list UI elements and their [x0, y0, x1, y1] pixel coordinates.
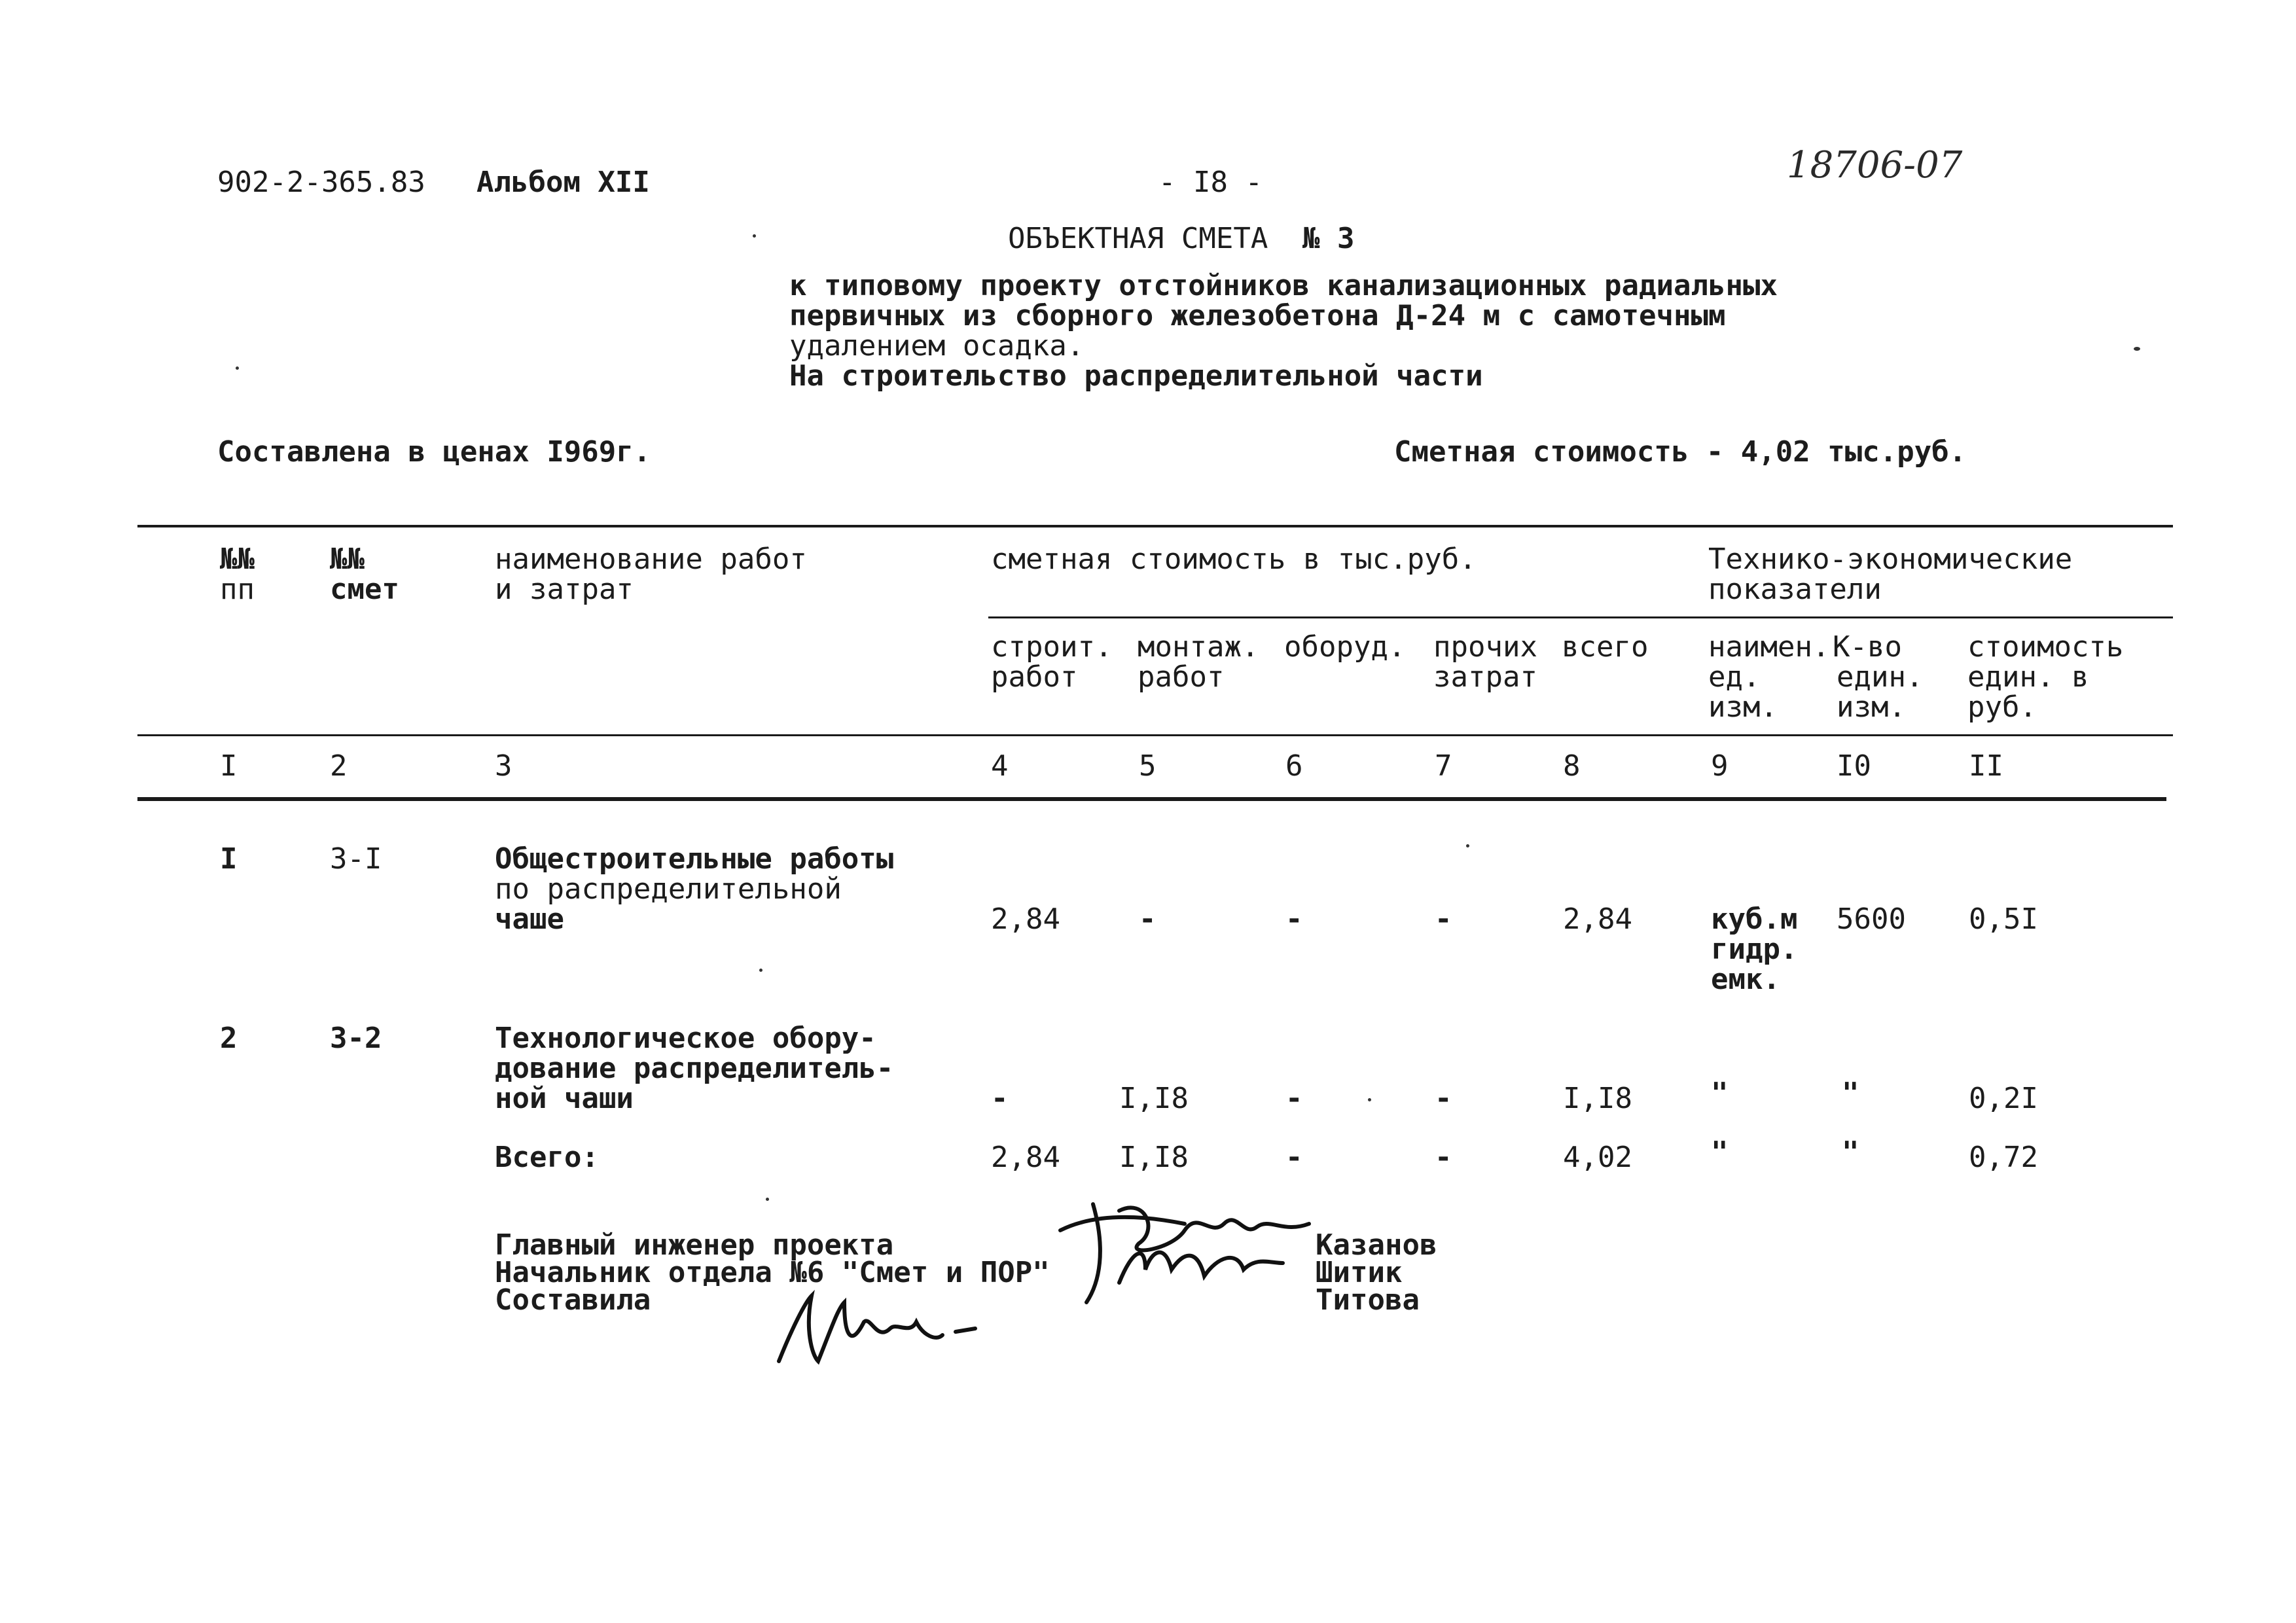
cost-group-header: сметная стоимость в тыс.руб. [991, 543, 1477, 576]
equipment-cost: - [1285, 1082, 1303, 1115]
unit-ditto: " [1711, 1135, 1729, 1169]
column-number: 4 [991, 749, 1009, 783]
unit-ditto: " [1711, 1077, 1729, 1110]
item-name-line: Технологическое обору- [495, 1022, 876, 1055]
estimated-cost: Сметная стоимость - 4,02 тыс.руб. [1394, 435, 1967, 469]
unit-cost: 0,72 [1969, 1141, 2038, 1174]
column-number: I [220, 749, 238, 783]
compiler-signature [766, 1276, 988, 1374]
col2-header-line-2: смет [330, 573, 399, 606]
column-numbers-rule [137, 797, 2166, 801]
title-line-2: первичных из сборного железобетона Д-24 м с самотечным [789, 299, 1726, 332]
column-number: I0 [1837, 749, 1871, 783]
signatory-role: Составила [495, 1283, 651, 1317]
album-label: Альбом XII [476, 166, 650, 199]
quantity-ditto: " [1842, 1135, 1859, 1169]
unit-cost: 0,2I [1969, 1082, 2038, 1115]
col11-header-line-2: един. в [1967, 660, 2089, 694]
signatory-role: Начальник отдела №6 "Смет и ПОР" [495, 1256, 1050, 1289]
item-name-line: чаше [495, 902, 564, 936]
col4-header-line-2: работ [991, 660, 1078, 694]
col7-header-line-2: затрат [1433, 660, 1537, 694]
signatory-role: Главный инженер проекта [495, 1228, 894, 1262]
column-number: 9 [1711, 749, 1729, 783]
document-heading: ОБЪЕКТНАЯ СМЕТА [1008, 222, 1268, 255]
signatory-name: Шитик [1316, 1256, 1403, 1289]
tech-group-header-line-2: показатели [1708, 573, 1882, 606]
col9-header-line-3: изм. [1708, 690, 1778, 724]
col5-header-line-2: работ [1138, 660, 1225, 694]
column-number: II [1969, 749, 2003, 783]
col6-header: оборуд. [1284, 630, 1406, 664]
other-cost: - [1435, 1082, 1452, 1115]
unit-cost: 0,5I [1969, 902, 2038, 936]
estimate-ref: 3-2 [330, 1022, 382, 1055]
column-number: 3 [495, 749, 512, 783]
scan-speck [753, 234, 756, 238]
col3-header-line-1: наименование работ [495, 543, 807, 576]
signatory-name: Титова [1316, 1283, 1420, 1317]
item-name-line: дование распределитель- [495, 1052, 894, 1085]
signatory-name: Казанов [1316, 1228, 1437, 1262]
col7-header-line-1: прочих [1433, 630, 1537, 664]
construction-cost: 2,84 [991, 902, 1060, 936]
unit-line: гидр. [1711, 933, 1798, 966]
title-line-3: удалением осадка. [789, 329, 1085, 363]
col11-header-line-1: стоимость [1967, 630, 2124, 664]
quantity-ditto: " [1842, 1077, 1859, 1110]
chief-engineer-signature [1047, 1171, 1322, 1315]
col1-header-line-1: №№ [220, 543, 255, 576]
handwritten-number: 18706-07 [1787, 144, 1963, 187]
col3-header-line-2: и затрат [495, 573, 634, 606]
title-line-1: к типовому проекту отстойников канализационных радиальных [789, 269, 1778, 302]
other-cost: - [1435, 1141, 1452, 1174]
item-name-line: по распределительной [495, 872, 842, 906]
construction-cost: 2,84 [991, 1141, 1060, 1174]
column-number: 5 [1139, 749, 1157, 783]
col10-header-line-2: един. [1837, 660, 1924, 694]
equipment-cost: - [1285, 1141, 1303, 1174]
row-number: 2 [220, 1022, 238, 1055]
equipment-cost: - [1285, 902, 1303, 936]
col11-header-line-3: руб. [1967, 690, 2037, 724]
col10-header-line-3: изм. [1837, 690, 1906, 724]
page-number: - I8 - [1158, 166, 1263, 199]
row-number: I [220, 842, 238, 876]
total-cost: 4,02 [1563, 1141, 1632, 1174]
scan-speck [2134, 347, 2140, 351]
total-label: Всего: [495, 1141, 599, 1174]
estimate-number: № 3 [1302, 222, 1355, 255]
scan-speck [1466, 844, 1469, 847]
cost-group-rule [988, 616, 2173, 618]
column-number: 8 [1563, 749, 1581, 783]
col10-header-line-1: К-во [1833, 630, 1902, 664]
unit-line: емк. [1711, 963, 1780, 996]
installation-cost: I,I8 [1119, 1141, 1189, 1174]
other-cost: - [1435, 902, 1452, 936]
column-number: 7 [1435, 749, 1452, 783]
title-line-4: На строительство распределительной части [789, 359, 1483, 393]
col2-header-line-1: №№ [330, 543, 365, 576]
column-number: 2 [330, 749, 348, 783]
tech-group-header-line-1: Технико-экономические [1708, 543, 2073, 576]
total-cost: I,I8 [1563, 1082, 1632, 1115]
col8-header: всего [1562, 630, 1649, 664]
col1-header-line-2: пп [220, 573, 255, 606]
col5-header-line-1: монтаж. [1138, 630, 1259, 664]
estimate-ref: 3-I [330, 842, 382, 876]
header-bottom-rule [137, 734, 2173, 736]
col9-header-line-1: наимен. [1708, 630, 1830, 664]
col4-header-line-1: строит. [991, 630, 1113, 664]
quantity: 5600 [1837, 902, 1906, 936]
installation-cost: - [1139, 902, 1157, 936]
construction-cost: - [991, 1082, 1009, 1115]
column-number: 6 [1285, 749, 1303, 783]
table-top-rule [137, 525, 2173, 527]
col9-header-line-2: ед. [1708, 660, 1761, 694]
item-name-line: Общестроительные работы [495, 842, 894, 876]
prices-note: Составлена в ценах I969г. [217, 435, 651, 469]
scan-speck [236, 366, 239, 370]
installation-cost: I,I8 [1119, 1082, 1189, 1115]
total-cost: 2,84 [1563, 902, 1632, 936]
scan-speck [766, 1198, 769, 1201]
item-name-line: ной чаши [495, 1082, 634, 1115]
scan-speck [1368, 1098, 1371, 1101]
unit-line: куб.м [1711, 902, 1798, 936]
scan-speck [759, 969, 762, 972]
document-code: 902-2-365.83 [217, 166, 425, 199]
